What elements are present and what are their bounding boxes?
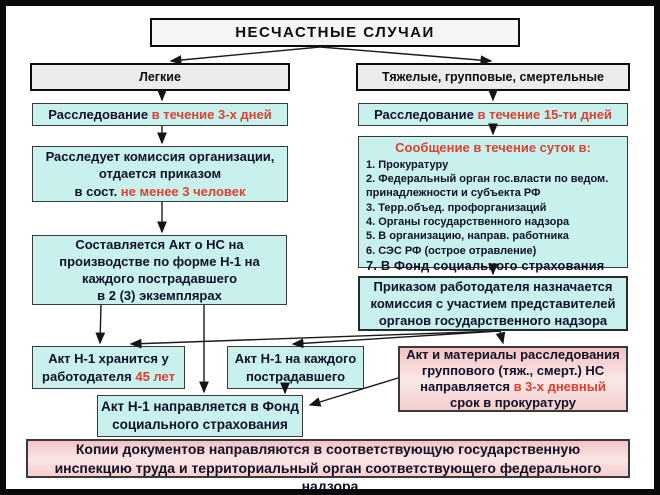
- notification-item: 3. Терр.объед. профорганизаций: [366, 201, 547, 214]
- branch-severe-label: Тяжелые, групповые, смертельные: [382, 70, 604, 84]
- investigation-light-box: [32, 103, 288, 126]
- act-drawn-line: Составляется Акт о НС на: [75, 236, 244, 252]
- branch-light-label: Легкие: [139, 70, 181, 84]
- notification-item: 6. СЭС РФ (острое отравление): [366, 244, 537, 257]
- order-commission-line: Приказом работодателя назначается: [373, 278, 613, 294]
- notification-item: 1. Прокуратуру: [366, 158, 449, 171]
- copies-box: [26, 439, 630, 478]
- act-per-victim-box: [227, 346, 364, 389]
- act-h1-drawn-box: [32, 235, 287, 305]
- act-fond-line: социального страхования: [112, 417, 288, 432]
- act-per-victim-line: пострадавшего: [245, 368, 346, 384]
- notification-header: Сообщение в течение суток в:: [395, 140, 591, 155]
- commission-line: [33, 183, 287, 200]
- flowchart-title: НЕСЧАСТНЫЕ СЛУЧАИ: [235, 24, 435, 41]
- order-commission-line: органов государственного надзора: [378, 313, 608, 329]
- act-stored-line-pre: работодателя: [42, 368, 136, 384]
- commission-line: Расследует комиссия организации,: [45, 149, 275, 165]
- investigation-severe-box: [358, 103, 628, 126]
- act-stored-box: [32, 346, 185, 389]
- notification-box: [358, 136, 628, 273]
- act-per-victim-line: Акт Н-1 на каждого: [234, 351, 357, 367]
- branch-severe-box: [356, 63, 630, 91]
- act-materials-line: Акт и материалы расследования: [406, 346, 620, 362]
- act-materials-line-pre: направляется: [420, 379, 514, 394]
- act-drawn-line: каждого пострадавшего: [81, 271, 238, 286]
- act-stored-line: [33, 368, 184, 385]
- order-commission-line: комиссия с участием представителей: [370, 295, 616, 311]
- notification-item: 2. Федеральный орган гос.власти по ведом. принадлежности и субъекта РФ: [366, 173, 609, 200]
- act-stored-years: 45 лет: [135, 368, 175, 384]
- notification-item: 5. В организацию, направ. работника: [366, 230, 569, 243]
- commission-box: [32, 146, 288, 202]
- act-fond-box: [97, 395, 303, 437]
- investigation-light-text: Расследование: [48, 107, 152, 122]
- copies-line: инспекцию труда и территориальный орган соответствующего федерального: [54, 459, 602, 476]
- commission-min-members: не менее 3 человек: [120, 183, 246, 199]
- branch-light-box: [30, 63, 290, 91]
- act-materials-deadline: в 3-х дневный: [513, 379, 606, 394]
- act-drawn-line: производстве по форме Н-1 на: [59, 253, 260, 269]
- notification-item: 4. Органы государственного надзора: [366, 216, 570, 229]
- act-fond-line: Акт Н-1 направляется в Фонд: [101, 399, 299, 415]
- act-stored-line: Акт Н-1 хранится у: [48, 351, 169, 367]
- investigation-severe-text: Расследование: [374, 107, 478, 122]
- investigation-severe-deadline: в течение 15-ти дней: [477, 107, 612, 122]
- act-materials-line: срок в прокуратуру: [449, 395, 577, 411]
- act-materials-line: [400, 379, 626, 395]
- order-commission-box: [358, 276, 628, 331]
- copies-line: Копии документов направляются в соответствующую государственную: [75, 440, 581, 457]
- act-materials-line: группового (тяж., смерт.) НС: [421, 362, 605, 378]
- act-materials-prosecutor-box: [398, 346, 628, 412]
- notification-item: 7. В Фонд социального страхования: [366, 257, 605, 273]
- act-drawn-line: в 2 (3) экземплярах: [97, 288, 222, 304]
- investigation-light-deadline: в течение 3-х дней: [151, 107, 272, 122]
- copies-overflow-word: надзора: [301, 478, 359, 494]
- commission-line-pre: в сост.: [74, 183, 121, 199]
- flowchart-title-box: [150, 18, 520, 47]
- commission-line: отдается приказом: [98, 166, 222, 182]
